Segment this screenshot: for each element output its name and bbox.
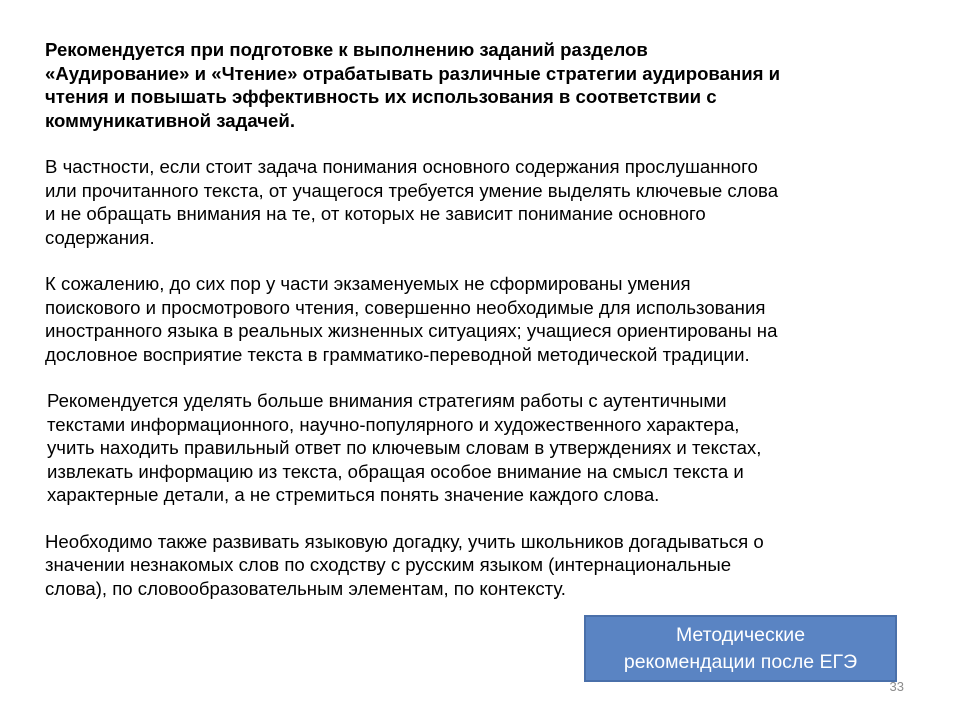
methodical-recommendations-button[interactable]: Методические рекомендации после ЕГЭ — [584, 615, 897, 682]
language-guessing-paragraph: Необходимо также развивать языковую догадку, учить школьников догадываться о значении незнакомых слов по сходству с русским языком (интернациональные слова), по словообразовательным элементам, по контексту. — [45, 530, 764, 599]
page-number: 33 — [889, 679, 904, 694]
reading-skills-problem-paragraph: К сожалению, до сих пор у части экзаменуемых не сформированы умения поискового и просмотрового чтения, совершенно необходимые для использования иностранного языка в реальных жизненных ситуациях; учащиеся ориентированы на дословное восприятие текста в грамматико-переводной методической традиции. — [45, 273, 778, 365]
main-content-understanding-paragraph: В частности, если стоит задача понимания основного содержания прослушанного или прочитанного текста, от учащегося требуется умение выделять ключевые слова и не обращать внимания на те, от которых не зависит понимание основного содержания. — [45, 156, 779, 248]
intro-recommendation-paragraph: Рекомендуется при подготовке к выполнению заданий разделов «Аудирование» и «Чтение» отрабатывать различные стратегии аудирования и чтения и повышать эффективность их использования в соответствии с коммуникативной задачей. — [45, 39, 781, 131]
slide-text-body — [45, 38, 865, 623]
authentic-texts-recommendation-paragraph: Рекомендуется уделять больше внимания стратегиям работы с аутентичными текстами информационного, научно-популярного и художественного характера, учить находить правильный ответ по ключевым словам в утверждениях и текстах, извлекать информацию из текста, обращая особое внимание на смысл текста и характерные детали, а не стремиться понять значение каждого слова. — [47, 390, 762, 505]
